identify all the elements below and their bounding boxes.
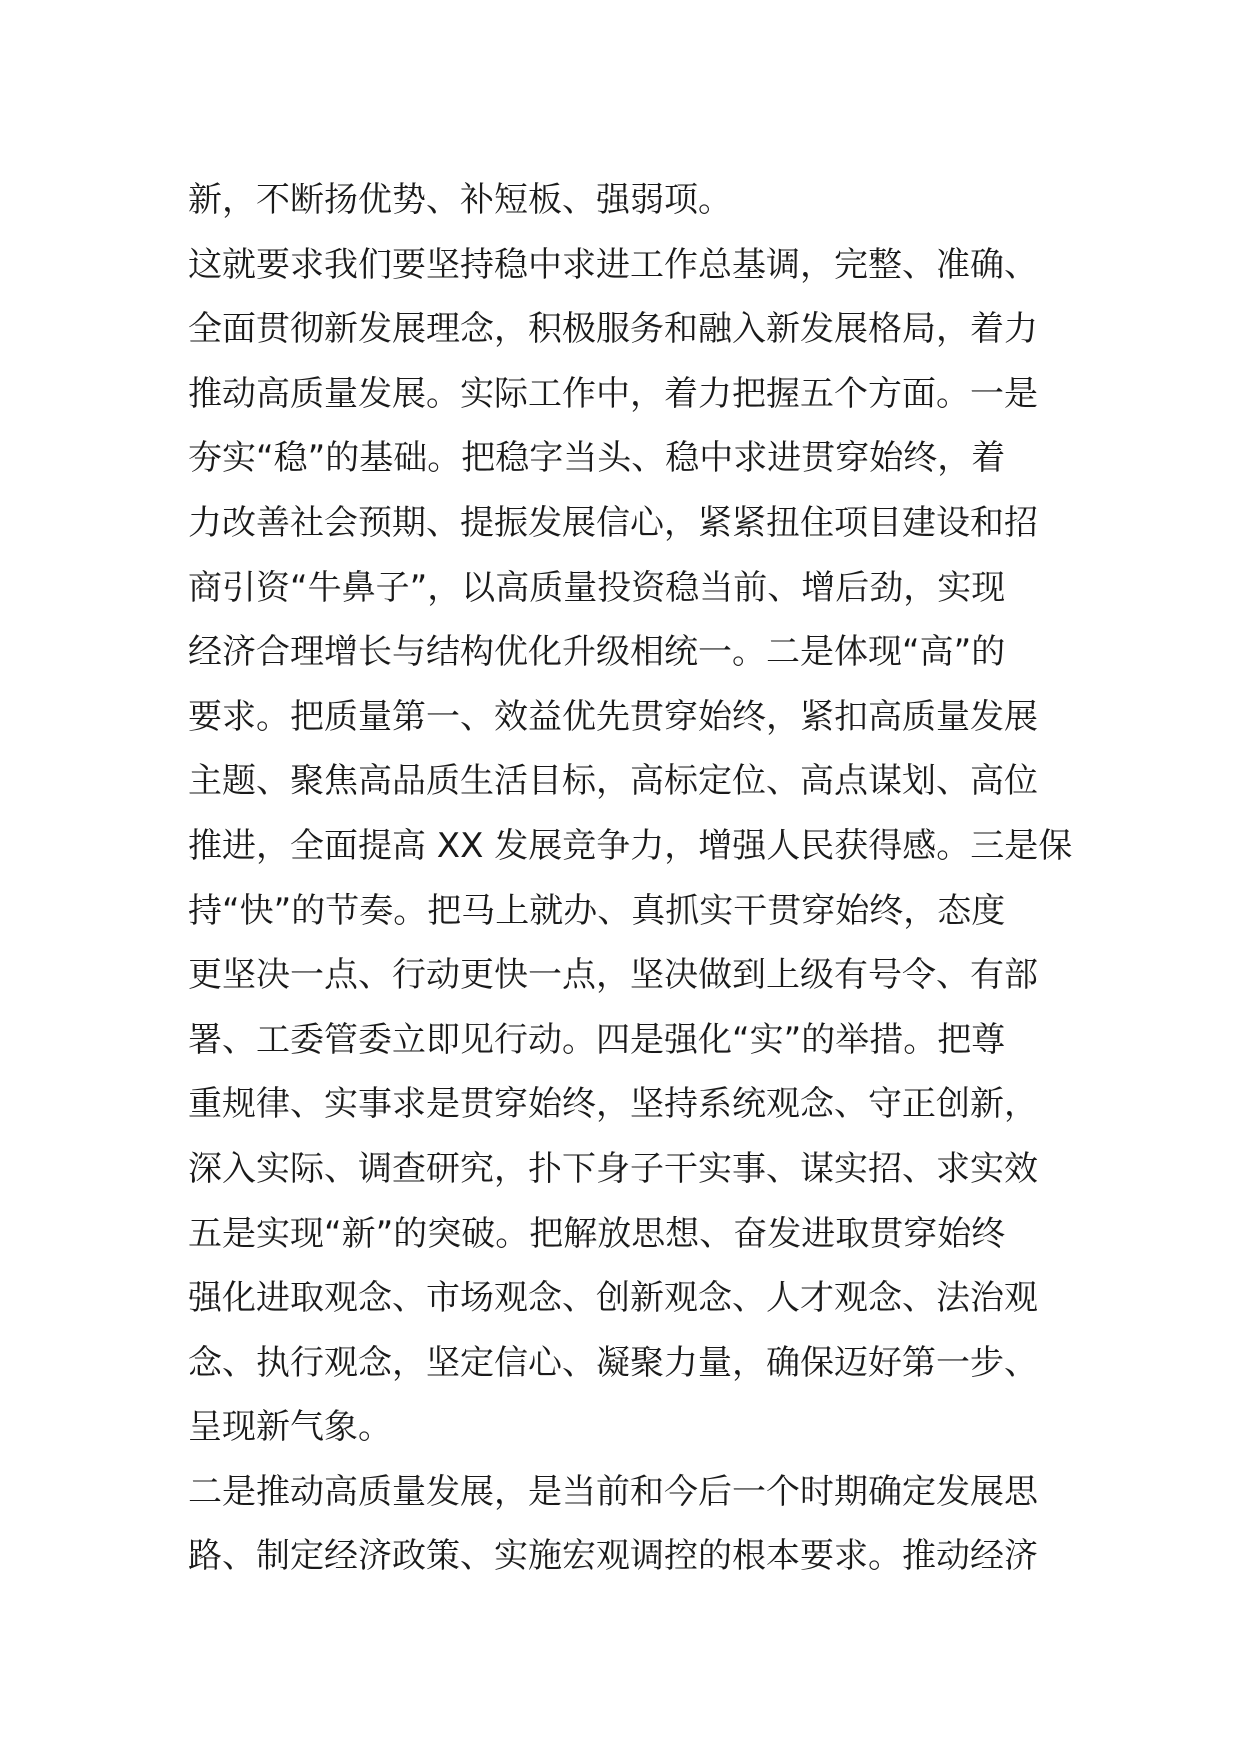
text-line: 深入实际、调查研究，扑下身子干实事、谋实招、求实效: [188, 1148, 1038, 1189]
text-line: 呈现新气象。: [188, 1407, 392, 1448]
text-line: 署、工委管委立即见行动。四是强化“实”的举措。把尊: [188, 1019, 1006, 1060]
text-line: 全面贯彻新发展理念，积极服务和融入新发展格局，着力: [188, 309, 1038, 350]
text-line: 强化进取观念、市场观念、创新观念、人才观念、法治观: [188, 1278, 1038, 1319]
text-line: 重规律、实事求是贯穿始终，坚持系统观念、守正创新，: [188, 1084, 1038, 1125]
text-line: 推动高质量发展。实际工作中，着力把握五个方面。一是: [188, 373, 1038, 414]
text-line: 力改善社会预期、提振发展信心，紧紧扭住项目建设和招: [188, 502, 1038, 543]
text-line: 二是推动高质量发展，是当前和今后一个时期确定发展思: [188, 1471, 1038, 1512]
text-line: 五是实现“新”的突破。把解放思想、奋发进取贯穿始终: [188, 1213, 1006, 1254]
body-text: [188, 168, 1073, 1589]
text-line: 要求。把质量第一、效益优先贯穿始终，紧扣高质量发展: [188, 696, 1038, 737]
text-line: 新，不断扬优势、补短板、强弱项。: [188, 180, 732, 220]
text-line: 主题、聚焦高品质生活目标，高标定位、高点谋划、高位: [188, 761, 1038, 802]
text-line: 商引资“牛鼻子”，以高质量投资稳当前、增后劲，实现: [188, 567, 1006, 608]
text-line: 推进，全面提高 XX 发展竞争力，增强人民获得感。三是保: [188, 825, 1073, 866]
text-line: 持“快”的节奏。把马上就办、真抓实干贯穿始终，态度: [188, 890, 1006, 931]
text-line: 夯实“稳”的基础。把稳字当头、稳中求进贯穿始终，着: [188, 438, 1006, 479]
text-line: 经济合理增长与结构优化升级相统一。二是体现“高”的: [188, 632, 1006, 673]
text-line: 更坚决一点、行动更快一点，坚决做到上级有号令、有部: [188, 955, 1038, 996]
text-line: 路、制定经济政策、实施宏观调控的根本要求。推动经济: [188, 1536, 1038, 1577]
text-line: 这就要求我们要坚持稳中求进工作总基调，完整、准确、: [188, 244, 1038, 285]
text-line: 念、执行观念，坚定信心、凝聚力量，确保迈好第一步、: [188, 1342, 1038, 1383]
